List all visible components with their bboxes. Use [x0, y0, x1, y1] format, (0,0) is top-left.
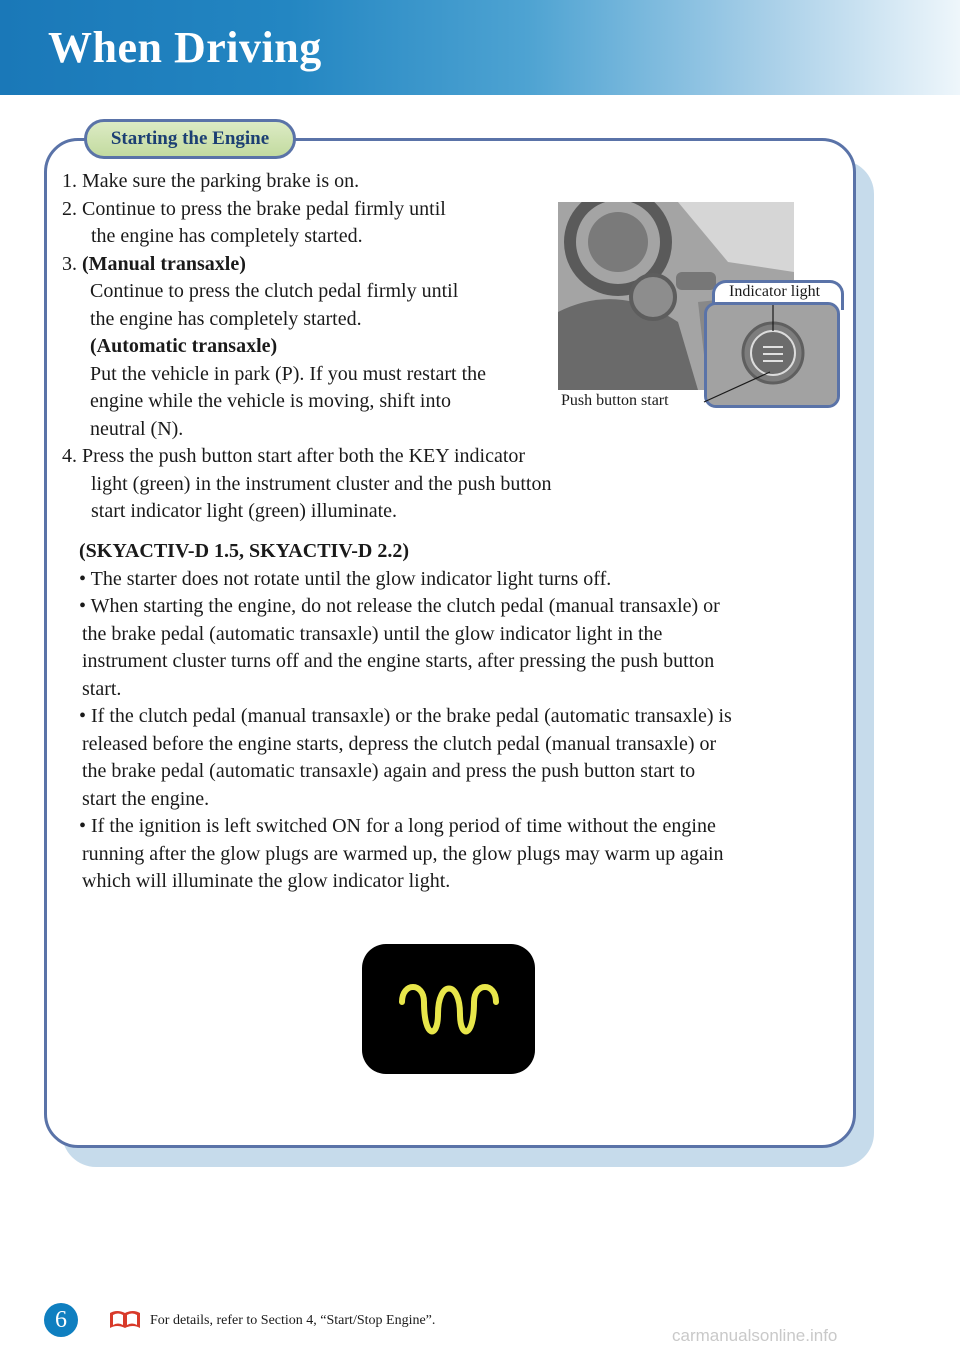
step-2-line-1: 2. Continue to press the brake pedal firmly until	[62, 197, 446, 220]
automatic-transaxle-heading	[62, 333, 642, 361]
diesel-bullet-4-line-1: • If the ignition is left switched ON for a long period of time without the engine	[79, 815, 716, 837]
push-button-leader-line	[690, 370, 840, 410]
diesel-bullet-4-line-3: which will illuminate the glow indicator light.	[82, 870, 451, 892]
step-3-auto-line-1: Put the vehicle in park (P). If you must restart the	[90, 362, 487, 385]
step-3-manual-line-2: the engine has completely started.	[90, 307, 362, 330]
diesel-bullet-2-line-2: the brake pedal (automatic transaxle) until the glow indicator light in the	[82, 622, 663, 645]
step-3-number: 3.	[62, 252, 82, 275]
step-3-heading	[62, 251, 642, 279]
diesel-bullet-3-line-3: the brake pedal (automatic transaxle) again and press the push button start to	[82, 760, 696, 782]
diesel-bullet-3-line-1: • If the clutch pedal (manual transaxle) or the brake pedal (automatic transaxle) is	[79, 705, 732, 727]
step-3-auto-line-3: neutral (N).	[90, 417, 184, 440]
manual-transaxle-heading: (Manual transaxle)	[82, 252, 246, 275]
glow-indicator-light	[362, 944, 535, 1074]
diesel-bullet-4-line-2: running after the glow plugs are warmed up, the glow plugs may warm up again	[82, 842, 724, 865]
page-title: When Driving	[48, 23, 322, 72]
push-button-start-label: Push button start	[561, 392, 669, 409]
diesel-notes	[79, 538, 839, 896]
diesel-bullet-3-line-4: start the engine.	[82, 787, 210, 810]
step-1: 1. Make sure the parking brake is on.	[62, 170, 360, 192]
automatic-transaxle-label: (Automatic transaxle)	[90, 335, 278, 357]
watermark: carmanualsonline.info	[672, 1326, 838, 1345]
page-number-badge: 6	[44, 1303, 78, 1337]
diesel-heading	[79, 538, 839, 566]
section-reference: For details, refer to Section 4, “Start/Stop Engine”.	[150, 1313, 436, 1328]
diesel-bullet-2-line-3: instrument cluster turns off and the engine starts, after pressing the push button	[82, 650, 715, 672]
page-header	[0, 0, 960, 95]
steps-list	[62, 168, 642, 526]
step-4-line-1: 4. Press the push button start after both the KEY indicator	[62, 445, 526, 467]
diesel-bullet-1: • The starter does not rotate until the glow indicator light turns off.	[79, 567, 612, 590]
step-2-line-2: the engine has completely started.	[91, 225, 363, 247]
diesel-bullet-3-line-2: released before the engine starts, depress the clutch pedal (manual transaxle) or	[82, 732, 717, 755]
step-4-line-2: light (green) in the instrument cluster and the push button	[91, 472, 552, 495]
step-3-manual-line-1: Continue to press the clutch pedal firmly until	[90, 280, 459, 302]
glow-plug-icon	[362, 944, 535, 1074]
section-tab: Starting the Engine	[84, 119, 296, 159]
diesel-heading-text: (SKYACTIV-D 1.5, SKYACTIV-D 2.2)	[79, 540, 410, 562]
indicator-light-label: Indicator light	[729, 283, 821, 300]
diesel-bullet-2-line-1: • When starting the engine, do not release the clutch pedal (manual transaxle) or	[79, 595, 720, 617]
book-icon	[108, 1309, 142, 1329]
diesel-bullet-2-line-4: start.	[82, 677, 122, 700]
step-3-auto-line-2: engine while the vehicle is moving, shift into	[90, 390, 452, 412]
step-4-line-3: start indicator light (green) illuminate.	[91, 500, 398, 522]
